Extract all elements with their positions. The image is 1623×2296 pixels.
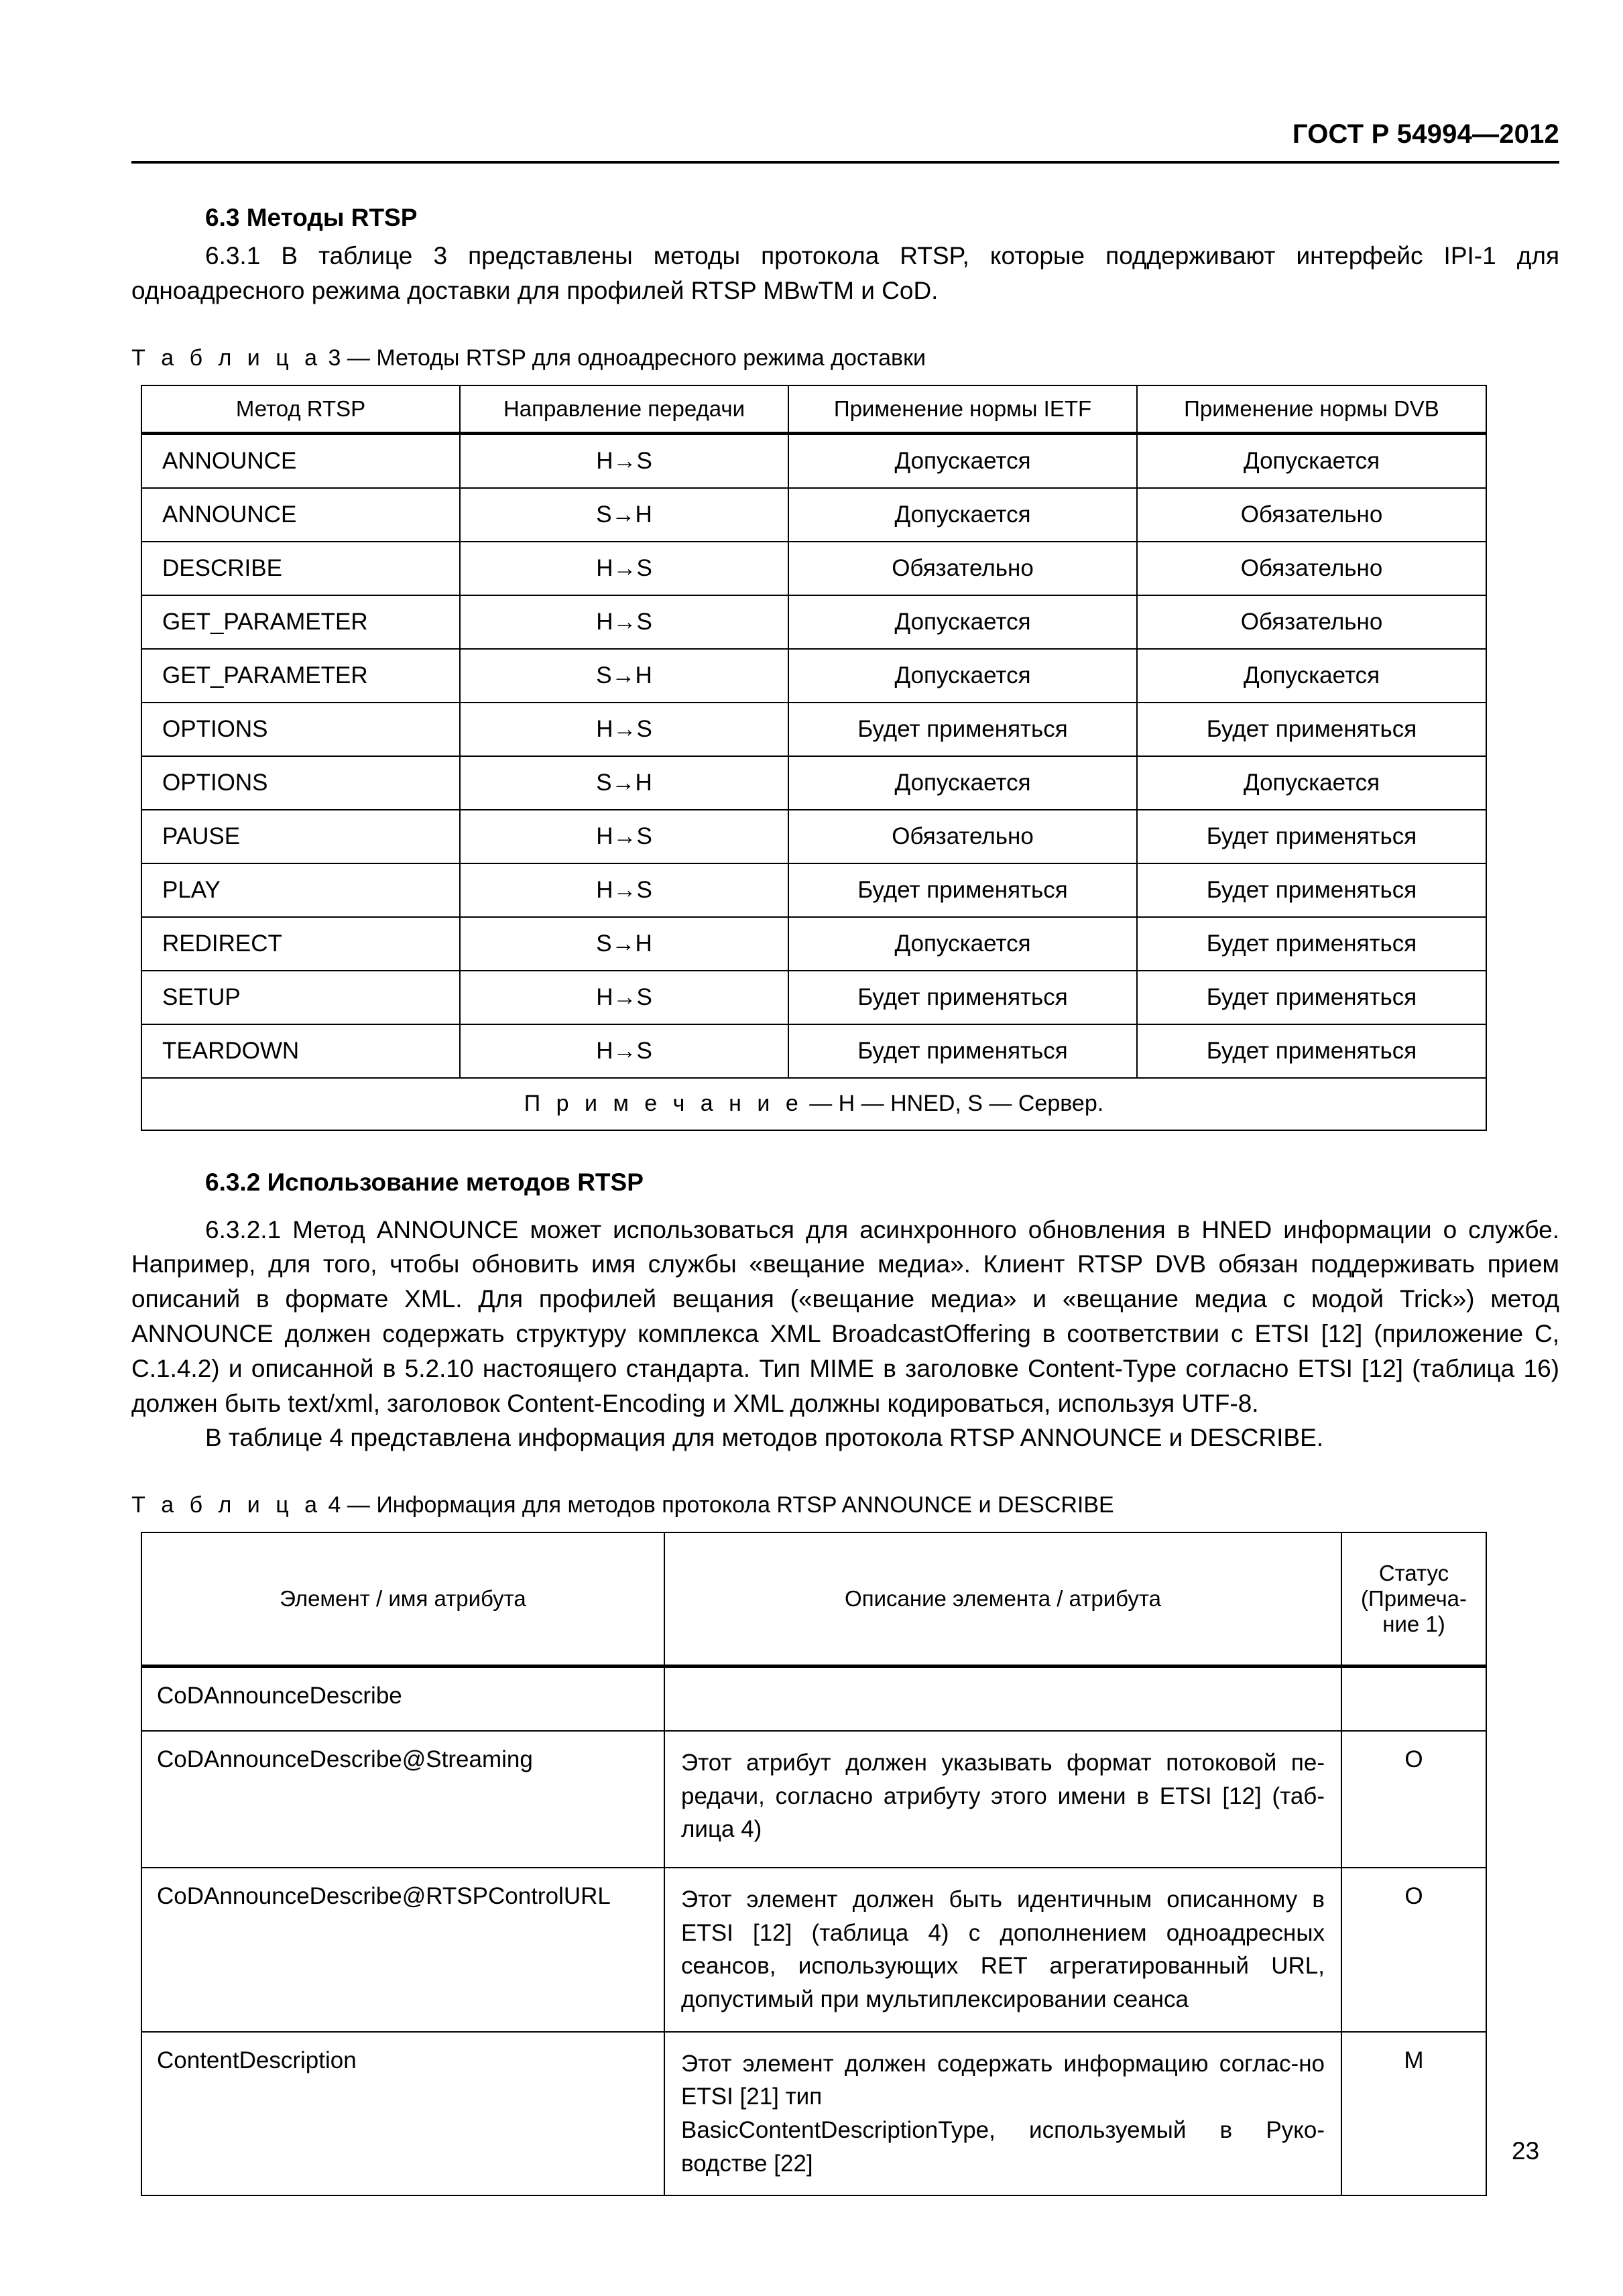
header-rule <box>131 161 1559 164</box>
cell-description-line2: BasicContentDescriptionType, используемый в Руко-водстве [22] <box>681 2117 1325 2177</box>
table-row <box>141 863 1486 917</box>
cell-direction: S→H <box>460 756 788 810</box>
cell-direction: H→S <box>460 971 788 1024</box>
cell-description <box>664 1667 1341 1731</box>
table3-note-row <box>141 1078 1486 1130</box>
cell-method: TEARDOWN <box>141 1024 460 1078</box>
table-row <box>141 488 1486 542</box>
cell-dvb: Будет применяться <box>1137 1024 1486 1078</box>
table4-col-status-line2: (Примеча- <box>1361 1586 1467 1612</box>
cell-dvb: Будет применяться <box>1137 703 1486 756</box>
paragraph-6-3-2-1-followup: В таблице 4 представлена информация для методов протокола RTSP ANNOUNCE и DESCRIBE. <box>205 1424 1324 1452</box>
table3-note-label: П р и м е ч а н и е <box>524 1091 803 1117</box>
table-row <box>141 756 1486 810</box>
cell-direction: S→H <box>460 649 788 703</box>
cell-ietf: Допускается <box>788 488 1137 542</box>
section-heading-6-3-2: 6.3.2 Использование методов RTSP <box>205 1168 644 1196</box>
cell-element: CoDAnnounceDescribe@Streaming <box>141 1731 664 1868</box>
table-row <box>141 1024 1486 1078</box>
table-row <box>141 1731 1486 1868</box>
cell-status <box>1341 1667 1486 1731</box>
cell-element: CoDAnnounceDescribe@RTSPControlURL <box>141 1868 664 2032</box>
cell-dvb: Обязательно <box>1137 542 1486 595</box>
cell-direction: H→S <box>460 810 788 863</box>
table-row <box>141 1868 1486 2032</box>
cell-method: OPTIONS <box>141 756 460 810</box>
section-heading-6-3: 6.3 Методы RTSP <box>205 204 418 231</box>
cell-ietf: Будет применяться <box>788 703 1137 756</box>
cell-direction: H→S <box>460 595 788 649</box>
cell-method: ANNOUNCE <box>141 488 460 542</box>
cell-method: SETUP <box>141 971 460 1024</box>
table3-caption-number: 3 <box>328 345 341 371</box>
cell-description <box>664 2032 1341 2196</box>
table-rtsp-methods <box>141 385 1487 1131</box>
table-row <box>141 542 1486 595</box>
cell-ietf: Допускается <box>788 917 1137 971</box>
cell-dvb: Обязательно <box>1137 488 1486 542</box>
cell-status: O <box>1341 1868 1486 2032</box>
table-row <box>141 1667 1486 1731</box>
cell-dvb: Обязательно <box>1137 595 1486 649</box>
cell-ietf: Обязательно <box>788 542 1137 595</box>
cell-ietf: Будет применяться <box>788 1024 1137 1078</box>
page-number: 23 <box>1512 2137 1540 2165</box>
table3-note-text: — H — HNED, S — Сервер. <box>809 1091 1104 1117</box>
table3-col-direction: Направление передачи <box>460 385 788 434</box>
table-row <box>141 595 1486 649</box>
cell-direction: H→S <box>460 703 788 756</box>
cell-method: ANNOUNCE <box>141 433 460 488</box>
cell-dvb: Будет применяться <box>1137 863 1486 917</box>
cell-element: ContentDescription <box>141 2032 664 2196</box>
table3-col-dvb: Применение нормы DVB <box>1137 385 1486 434</box>
cell-ietf: Допускается <box>788 433 1137 488</box>
cell-element: CoDAnnounceDescribe <box>141 1667 664 1731</box>
cell-dvb: Допускается <box>1137 433 1486 488</box>
cell-status: O <box>1341 1731 1486 1868</box>
cell-ietf: Допускается <box>788 649 1137 703</box>
cell-direction: H→S <box>460 1024 788 1078</box>
table4-col-description: Описание элемента / атрибута <box>664 1532 1341 1667</box>
cell-description-line1: Этот элемент должен содержать информацию соглас-но ETSI [21] тип <box>681 2050 1325 2110</box>
cell-ietf: Будет применяться <box>788 863 1137 917</box>
table-row <box>141 971 1486 1024</box>
table-row <box>141 917 1486 971</box>
table-row <box>141 810 1486 863</box>
cell-dvb: Допускается <box>1137 756 1486 810</box>
cell-direction: H→S <box>460 542 788 595</box>
cell-dvb: Будет применяться <box>1137 810 1486 863</box>
table-row <box>141 2032 1486 2196</box>
cell-direction: S→H <box>460 488 788 542</box>
table3-col-ietf: Применение нормы IETF <box>788 385 1137 434</box>
table4-col-status-line1: Статус <box>1378 1561 1449 1586</box>
paragraph-6-3-2-1: 6.3.2.1 Метод ANNOUNCE может использоваться для асинхронного обновления в HNED информации о службе. Например, для того, чтобы обновить имя службы «вещание медиа». Клиент RTSP DVB обязан поддерживать прием описаний в формате XML. Для профилей вещания («вещание медиа» и «вещание медиа с модой Trick») метод ANNOUNCE должен содержать структуру комплекса XML BroadcastOffering в соответствии с ETSI [12] (приложение C, C.1.4.2) и описанной в 5.2.10 настоящего стандарта. Тип MIME в заголовке Content-Type согласно ETSI [12] (таблица 16) должен быть text/xml, заголовок Content-Encoding и XML должны кодироваться, используя UTF-8. <box>131 1215 1559 1417</box>
cell-method: REDIRECT <box>141 917 460 971</box>
table3-caption-text: — Методы RTSP для одноадресного режима доставки <box>347 345 926 371</box>
table-row <box>141 649 1486 703</box>
cell-ietf: Допускается <box>788 756 1137 810</box>
table4-col-status <box>1341 1532 1486 1667</box>
table4-col-status-line3: ние 1) <box>1382 1612 1445 1637</box>
cell-direction: H→S <box>460 863 788 917</box>
table-row <box>141 703 1486 756</box>
table-announce-describe-info <box>141 1532 1487 2196</box>
cell-ietf: Допускается <box>788 595 1137 649</box>
cell-method: DESCRIBE <box>141 542 460 595</box>
paragraph-6-3-1: 6.3.1 В таблице 3 представлены методы протокола RTSP, которые поддерживают интерфейс IPI-1 для одноадресного режима доставки для профилей RTSP MBwTM и CoD. <box>131 241 1559 304</box>
table3-caption-label: Т а б л и ц а <box>131 345 322 371</box>
table3-col-method: Метод RTSP <box>141 385 460 434</box>
table3-body <box>141 433 1486 1130</box>
cell-method: PAUSE <box>141 810 460 863</box>
document-header-standard-title: ГОСТ Р 54994—2012 <box>1292 119 1559 149</box>
table-row <box>141 433 1486 488</box>
cell-method: PLAY <box>141 863 460 917</box>
table4-body <box>141 1667 1486 2196</box>
table4-col-element: Элемент / имя атрибута <box>141 1532 664 1667</box>
cell-direction: S→H <box>460 917 788 971</box>
cell-dvb: Допускается <box>1137 649 1486 703</box>
table4-caption-text: — Информация для методов протокола RTSP ANNOUNCE и DESCRIBE <box>347 1492 1114 1518</box>
cell-description: Этот атрибут должен указывать формат потоковой пе-редачи, согласно атрибуту этого имени в ETSI [12] (таб-лица 4) <box>664 1731 1341 1868</box>
cell-dvb: Будет применяться <box>1137 971 1486 1024</box>
page-content <box>131 201 1559 2196</box>
cell-status: M <box>1341 2032 1486 2196</box>
cell-ietf: Обязательно <box>788 810 1137 863</box>
table3-note <box>141 1078 1486 1130</box>
cell-dvb: Будет применяться <box>1137 917 1486 971</box>
table4-header-row <box>141 1532 1486 1667</box>
table4-caption <box>131 1490 1559 1520</box>
cell-description: Этот элемент должен быть идентичным описанному в ETSI [12] (таблица 4) с дополнением одноадресных сеансов, использующих RET агрегатированный URL, допустимый при мультиплексировании сеанса <box>664 1868 1341 2032</box>
cell-method: GET_PARAMETER <box>141 595 460 649</box>
table4-caption-label: Т а б л и ц а <box>131 1492 322 1518</box>
cell-method: GET_PARAMETER <box>141 649 460 703</box>
cell-ietf: Будет применяться <box>788 971 1137 1024</box>
cell-direction: H→S <box>460 433 788 488</box>
table3-caption <box>131 343 1559 373</box>
table3-header-row <box>141 385 1486 434</box>
cell-method: OPTIONS <box>141 703 460 756</box>
table4-caption-number: 4 <box>328 1492 341 1518</box>
